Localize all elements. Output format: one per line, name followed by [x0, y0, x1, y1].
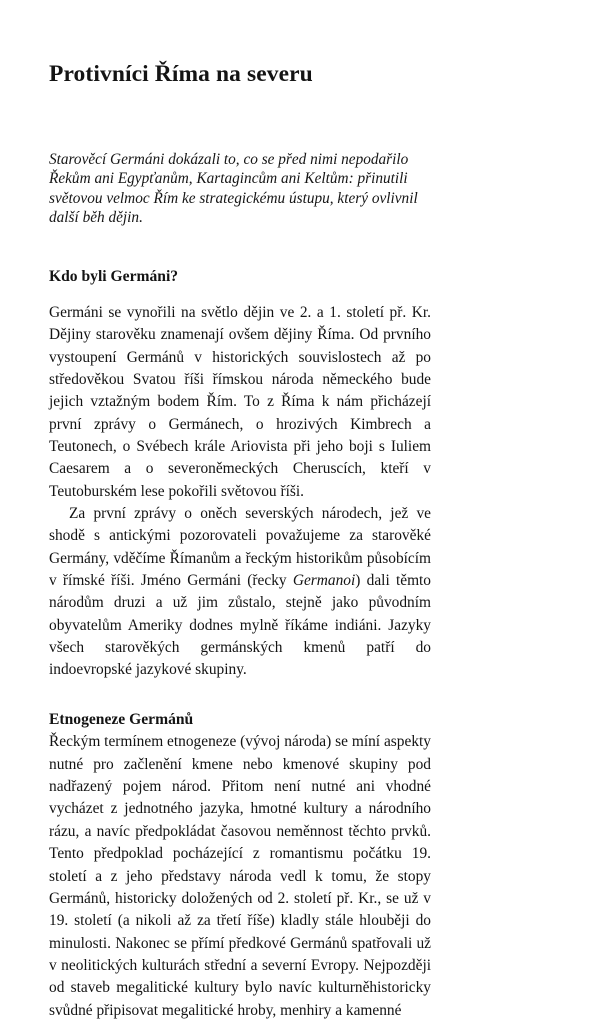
- page-title: Protivníci Říma na severu: [49, 61, 313, 87]
- paragraph: Germáni se vynořili na světlo dějin ve 2. a 1. století př. Kr. Dějiny starověku znamenají ovšem dějiny Říma. Od prvního vystoupení Germánů v historických souvislostech až po středověkou Svatou říši římskou národa německého bude jejich vztažným bodem Řím. To z Říma k nám přicházejí první zprávy o Germánech, o hrozivých Kimbrech a Teutonech, o Svébech krále Ariovista při jeho boji s Iuliem Caesarem a o severoněmeckých Cheruscích, kteří v Teutoburském lese pokořili světovou říši.: [49, 303, 431, 500]
- paragraph: Řeckým termínem etnogeneze (vývoj národa) se míní aspekty nutné pro začlenění kmene nebo kmenové skupiny pod nadřazený pojem národ. Přitom není nutné ani vhodné vycházet z jednotného jazyka, hmotné kultury a národního rázu, a navíc předpokládat časovou neměnnost těchto prvků. Tento předpoklad pocházející z romantismu počátku 19. století a z jeho představy národa vedl k tomu, že stopy Germánů, historicky doložených od 2. století př. Kr., se už v 19. století (a nikoli až za třetí říše) kladly stále hlouběji do minulosti. Nakonec se přímí předkové Germánů spatřovali už v neolitických kulturách střední a severní Evropy. Nejpozději od staveb megalitické kultury bylo navíc kulturněhistoricky svůdné připisovat megalitické hroby, menhiry a kamenné: [49, 733, 431, 1019]
- section-heading-etnogeneze-germanu: Etnogeneze Germánů: [49, 710, 194, 728]
- section-heading-kdo-byli-germani: Kdo byli Germáni?: [49, 268, 179, 286]
- section-body-etnogeneze-germanu: [49, 729, 431, 1021]
- text-column: [49, 0, 431, 1022]
- section-body-kdo-byli-germani: [49, 287, 431, 682]
- paragraph: Za první zprávy o oněch severských národech, jež ve shodě s antickými pozorovateli považujeme za starověké Germány, vděčíme Římanům a řeckým historikům působícím v římské říši. Jméno Germáni (řecky Germanoi) dali těmto národům druzi a už jim zůstalo, stejně jako původním obyvatelům Ameriky dodnes mylně říkáme indiáni. Jazyky všech starověkých germánských kmenů patří do indoevropské jazykové skupiny.: [49, 505, 432, 679]
- lead-paragraph: Starověcí Germáni dokázali to, co se před nimi nepodařilo Řekům ani Egypťanům, Kartagincům ani Keltům: přinutili světovou velmoc Řím ke strategickému ústupu, který ovlivnil další běh dějin.: [49, 151, 418, 226]
